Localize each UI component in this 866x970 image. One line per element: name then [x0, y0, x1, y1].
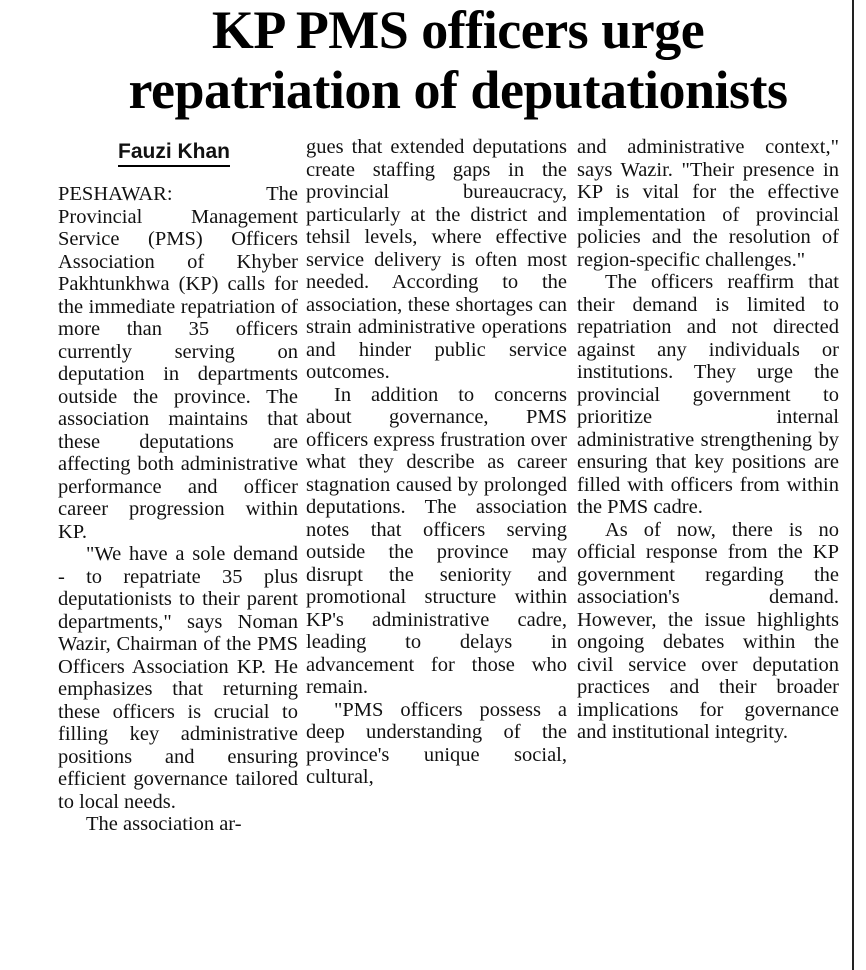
- paragraph: As of now, there is no official response from the KP government regarding the association's demand. However, the issue highlights ongoing debates within the civil service over deputation practices and their broader implications for governance and institutional integrity.: [577, 518, 839, 743]
- paragraph: and administrative context," says Wazir. "Their presence in KP is vital for the effective implementation of provincial policies and the resolution of region-specific challenges.": [577, 136, 839, 271]
- byline: Fauzi Khan: [118, 140, 230, 167]
- headline-line-2: repatriation of deputationists: [128, 60, 788, 120]
- column-rule: [852, 0, 854, 970]
- paragraph: PESHAWAR: The Provincial Management Service (PMS) Officers Association of Khyber Pakhtunkhwa (KP) calls for the immediate repatriation of more than 35 officers currently serving on deputation in departments outside the province. The association maintains that these deputations are affecting both administrative performance and officer career progression within KP.: [58, 183, 298, 543]
- paragraph: gues that extended deputations create staffing gaps in the provincial bureaucracy, particularly at the district and tehsil levels, where effective service delivery is often most needed. According to the association, these shortages can strain administrative operations and hinder public service outcomes.: [306, 136, 567, 383]
- headline: [58, 0, 858, 120]
- paragraph: The association ar-: [86, 813, 242, 835]
- headline-line-1: KP PMS officers urge: [211, 0, 705, 60]
- byline-wrap: [118, 140, 298, 167]
- column-3: [577, 136, 839, 966]
- column-2: [306, 136, 577, 966]
- column-1: [58, 138, 306, 966]
- paragraph: In addition to concerns about governance, PMS officers express frustration over what they describe as career stagnation caused by prolonged deputations. The association notes that officers serving outside the province may disrupt the seniority and promotional structure within KP's administrative cadre, leading to delays in advancement for those who remain.: [306, 383, 567, 698]
- paragraph: "We have a sole demand - to repatriate 35 plus deputationists to their parent departments," says Noman Wazir, Chairman of the PMS Officers Association KP. He emphasizes that returning these officers is crucial to filling key administrative positions and ensuring efficient governance tailored to local needs.: [58, 543, 298, 813]
- paragraph: "PMS officers possess a deep understanding of the province's unique social, cultural,: [306, 698, 567, 788]
- paragraph: The officers reaffirm that their demand is limited to repatriation and not directed against any individuals or institutions. They urge the provincial government to prioritize internal administrative strengthening by ensuring that key positions are filled with officers from within the PMS cadre.: [577, 271, 839, 518]
- article-body: [58, 138, 848, 966]
